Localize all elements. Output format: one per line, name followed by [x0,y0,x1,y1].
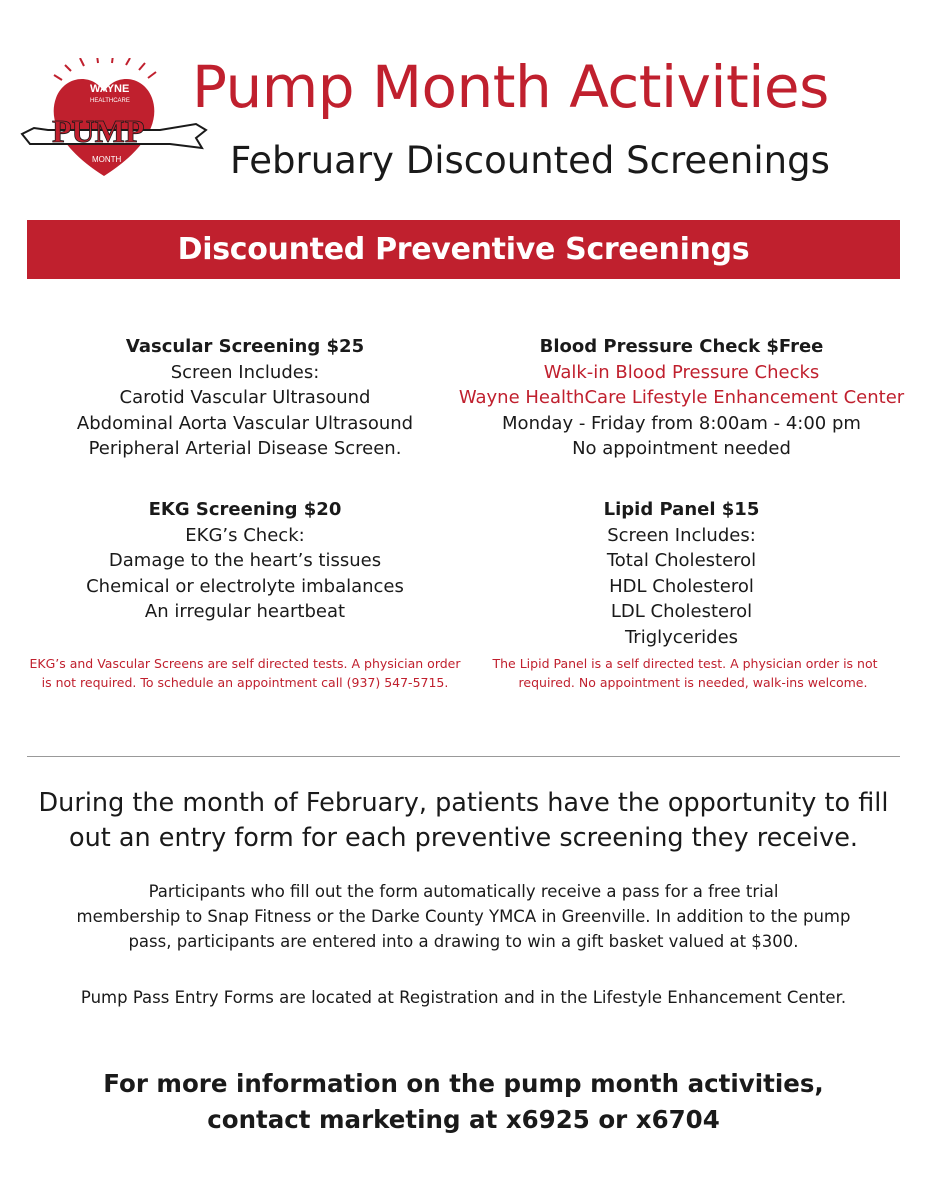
lipid-heading: Lipid Panel $15 [603,499,760,520]
lipid-panel-block [450,497,913,650]
ekg-line: An irregular heartbeat [144,601,346,622]
lipid-line: LDL Cholesterol [610,601,753,622]
blood-pressure-red-line: Walk-in Blood Pressure Checks [543,361,820,383]
vascular-line: Peripheral Arterial Disease Screen. [88,438,402,459]
participants-paragraph [20,879,907,954]
vascular-screening-block [40,334,450,462]
logo-line1: WAYNE [90,83,130,95]
vascular-line: Screen Includes: [170,361,320,383]
footer-line: contact marketing at x6925 or x6704 [207,1105,720,1134]
lead-paragraph [20,786,907,856]
ekg-line: Chemical or electrolyte imbalances [86,575,404,597]
paragraph-line: pass, participants are entered into a drawing to win a gift basket valued at $300. [128,932,799,951]
divider [27,756,900,757]
ekg-heading: EKG Screening $20 [148,499,342,520]
blood-pressure-block [450,334,913,462]
banner-title: Discounted Preventive Screenings [177,232,750,267]
paragraph-line: membership to Snap Fitness or the Darke County YMCA in Greenville. In addition to the pump [76,907,851,926]
ekg-screening-block [40,497,450,625]
note-line: is not required. To schedule an appointment call (937) 547-5715. [41,675,449,690]
ekg-line: Damage to the heart’s tissues [108,550,382,571]
vascular-line: Carotid Vascular Ultrasound [119,387,371,408]
blood-pressure-red-line: Wayne HealthCare Lifestyle Enhancement Center [458,387,905,408]
logo-line2: HEALTHCARE [90,98,130,104]
section-banner [27,220,900,279]
page-subtitle: February Discounted Screenings [230,139,830,182]
paragraph-line: Pump Pass Entry Forms are located at Registration and in the Lifestyle Enhancement Center. [80,988,847,1007]
vascular-line: Abdominal Aorta Vascular Ultrasound [76,412,414,434]
logo-word: PUMP [52,113,145,149]
lipid-line: Triglycerides [624,626,739,648]
lipid-line: Total Cholesterol [606,550,757,571]
blood-pressure-line: No appointment needed [572,438,791,459]
page-title: Pump Month Activities [192,53,829,121]
lipid-note [470,654,900,692]
footer-line: For more information on the pump month activities, [103,1069,824,1098]
contact-footer [20,1066,907,1138]
note-line: The Lipid Panel is a self directed test. A physician order is not [492,656,878,671]
vascular-heading: Vascular Screening $25 [125,336,365,357]
entry-forms-paragraph [20,985,907,1010]
lipid-line: Screen Includes: [607,524,756,546]
paragraph-line: Participants who fill out the form automatically receive a pass for a free trial [148,882,779,901]
lead-line: During the month of February, patients have the opportunity to fill [38,788,889,818]
note-line: required. No appointment is needed, walk-ins welcome. [518,675,868,690]
blood-pressure-line: Monday - Friday from 8:00am - 4:00 pm [502,412,861,434]
ekg-line: EKG’s Check: [185,524,305,546]
logo-line3: MONTH [92,155,122,164]
pump-month-logo [20,58,208,186]
lead-line: out an entry form for each preventive screening they receive. [69,823,858,853]
lipid-line: HDL Cholesterol [609,575,754,597]
note-line: EKG’s and Vascular Screens are self directed tests. A physician order [29,656,461,671]
ekg-vascular-note [20,654,470,692]
blood-pressure-heading: Blood Pressure Check $Free [539,336,824,357]
